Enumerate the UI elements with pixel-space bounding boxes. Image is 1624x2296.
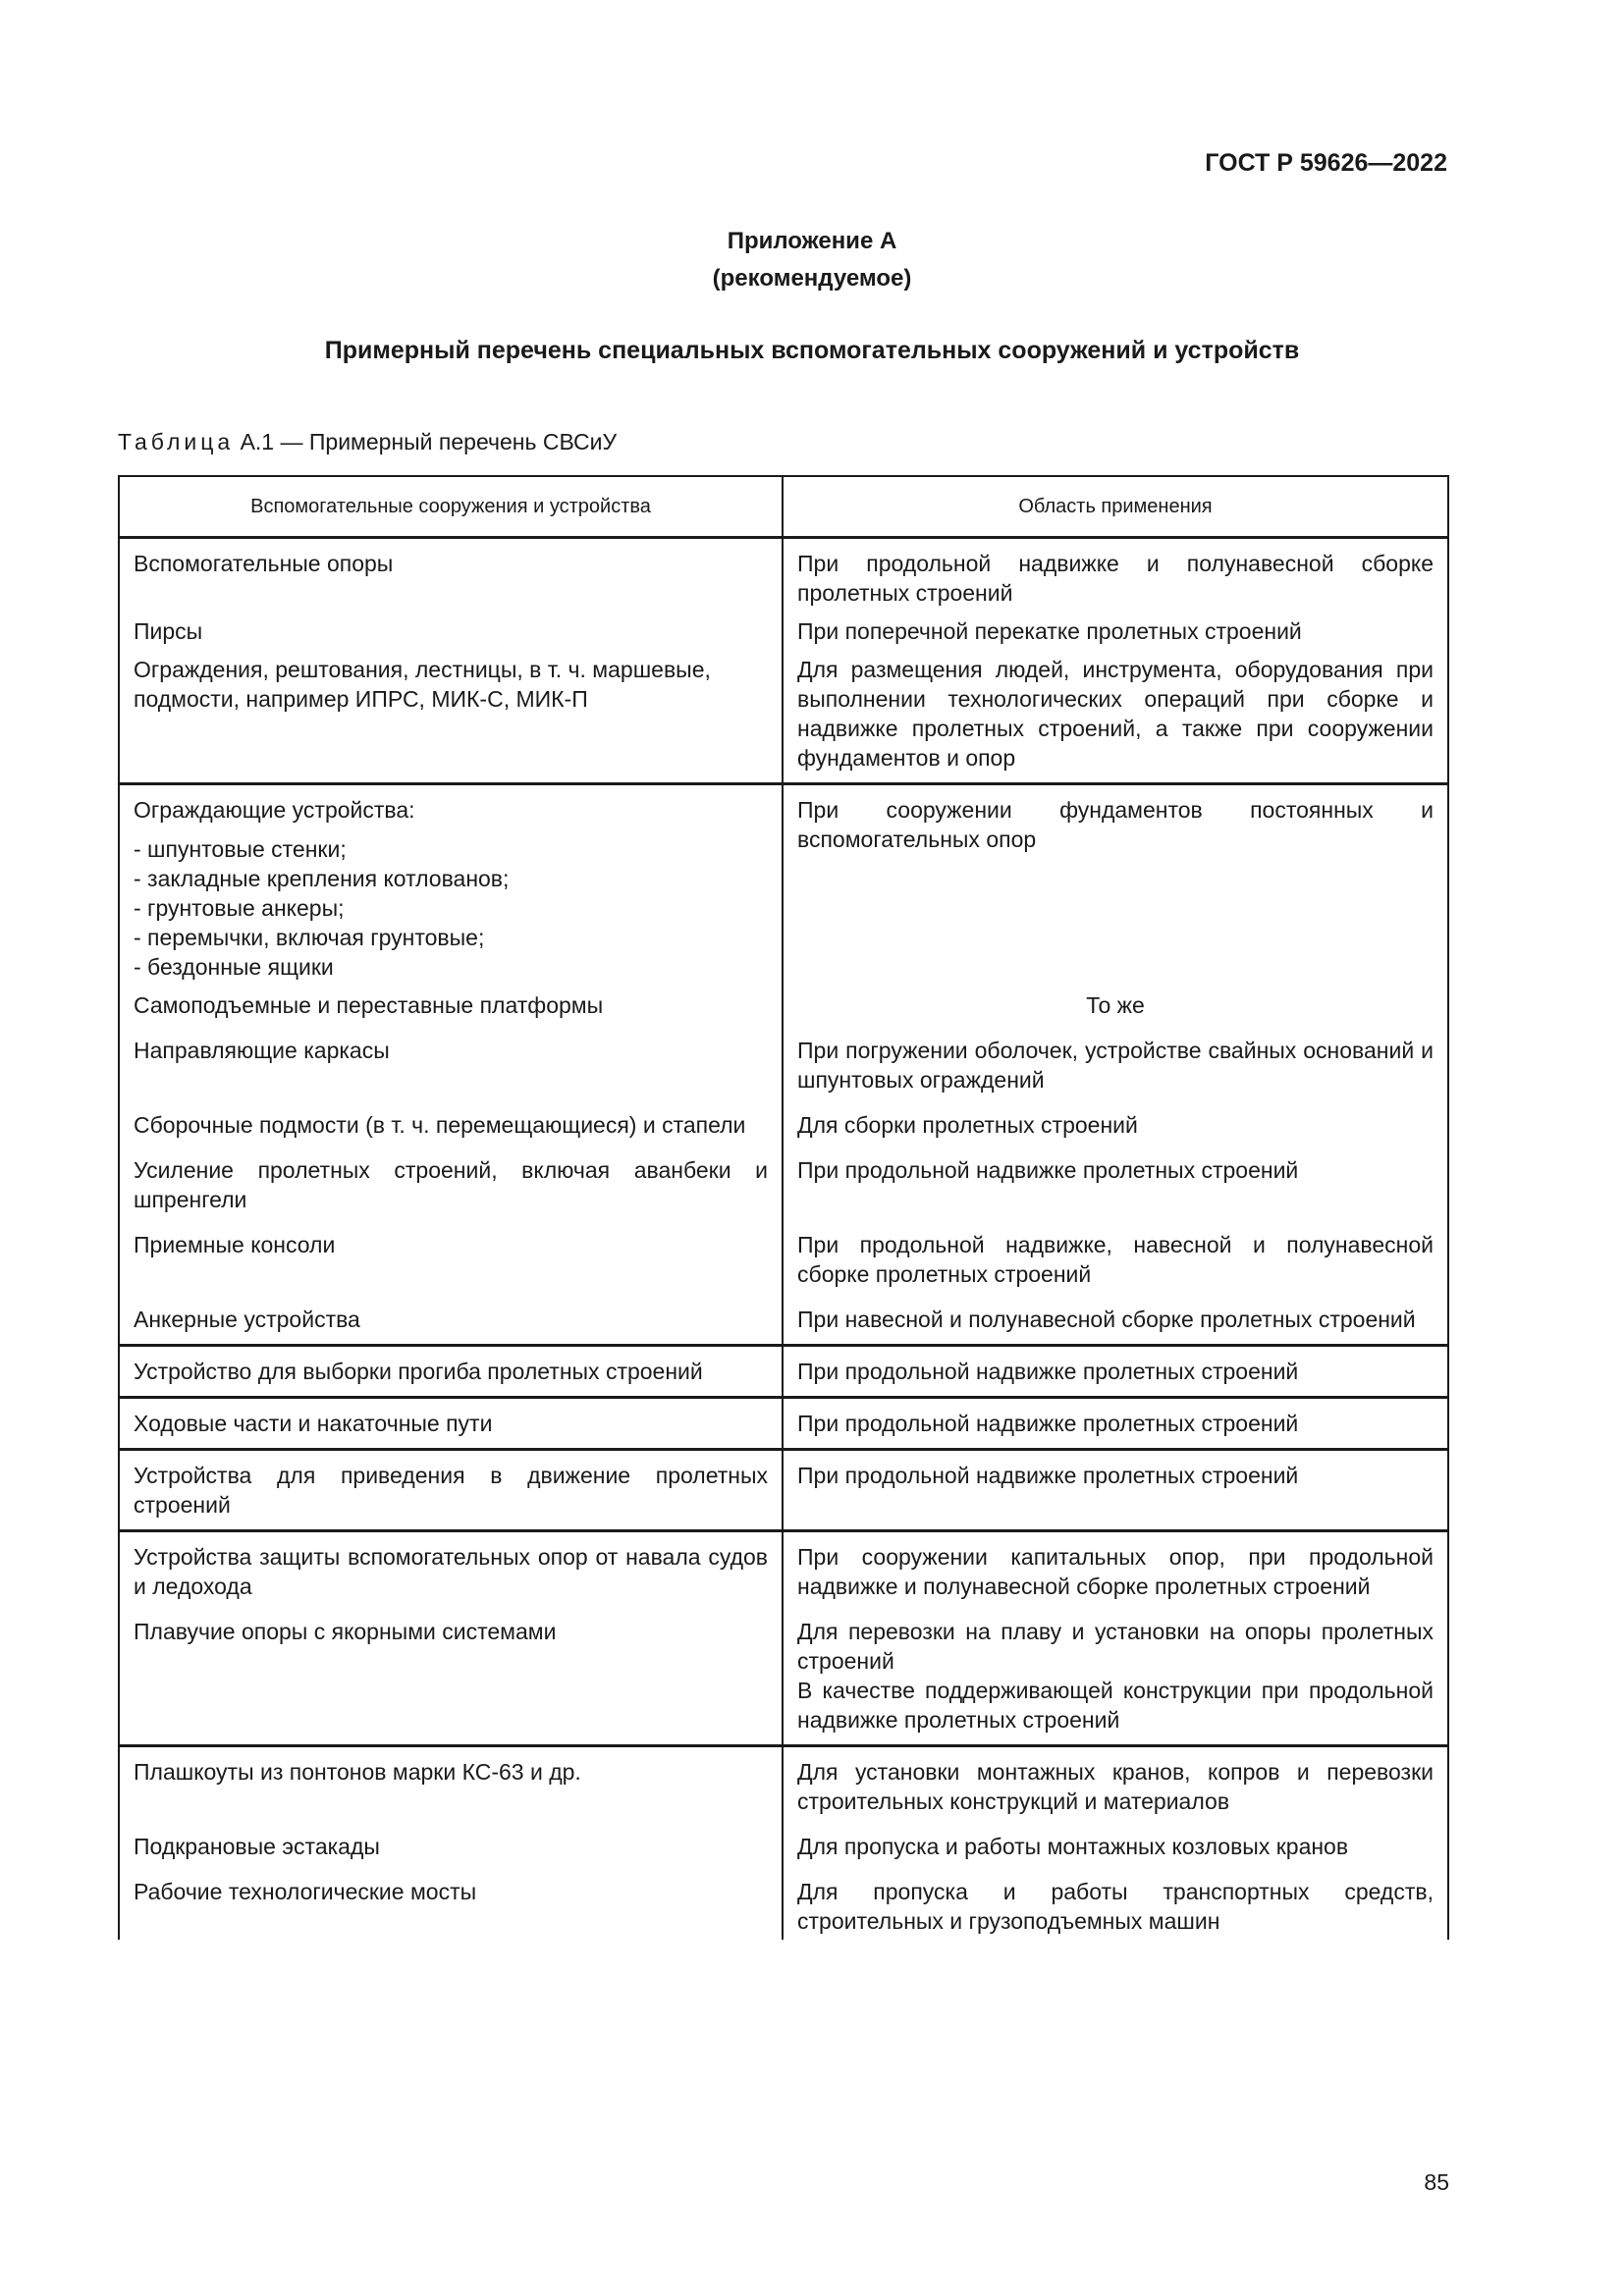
item-cell: Приемные консоли [119, 1218, 783, 1293]
item-cell: Пирсы [119, 612, 783, 650]
annex-status: (рекомендуемое) [712, 265, 912, 292]
table-row [119, 1346, 1448, 1398]
table-row [119, 1144, 1448, 1218]
scope-cell: При сооружении фундаментов постоянных и вспомогательных опор [783, 784, 1448, 987]
item-cell: Рабочие технологические мосты [119, 1865, 783, 1940]
table-row [119, 1746, 1448, 1821]
table-row [119, 1531, 1448, 1606]
table-caption-text: А.1 — Примерный перечень СВСиУ [240, 429, 618, 454]
scope-cell: При продольной надвижке пролетных строений [783, 1346, 1448, 1398]
column-header-scope: Область применения [783, 476, 1448, 538]
item-cell: Усиление пролетных строений, включая аванбеки и шпренгели [119, 1144, 783, 1218]
scope-cell: При продольной надвижке пролетных строений [783, 1144, 1448, 1218]
table-row [119, 1293, 1448, 1346]
scope-cell: При продольной надвижке, навесной и полунавесной сборке пролетных строений [783, 1218, 1448, 1293]
table-row [119, 1605, 1448, 1746]
item-cell: Самоподъемные и переставные платформы [119, 986, 783, 1024]
scope-cell [783, 1605, 1448, 1746]
table-caption [118, 429, 617, 455]
item-cell: Плашкоуты из понтонов марки КС-63 и др. [119, 1746, 783, 1821]
item-cell: Устройства для приведения в движение пролетных строений [119, 1450, 783, 1531]
scope-cell: При продольной надвижке пролетных строений [783, 1450, 1448, 1531]
equipment-table [118, 475, 1449, 1940]
item-cell: Вспомогательные опоры [119, 538, 783, 613]
table-caption-label: Таблица [118, 429, 235, 454]
list-item: - шпунтовые стенки; [134, 836, 347, 862]
column-header-item: Вспомогательные сооружения и устройства [119, 476, 783, 538]
item-cell: Ограждения, рештования, лестницы, в т. ч. маршевые, подмости, например ИПРС, МИК-С, МИК-П [119, 650, 783, 784]
page-title: Примерный перечень специальных вспомогательных сооружений и устройств [324, 337, 1300, 364]
list-item: - бездонные ящики [134, 954, 334, 980]
list-item: - закладные крепления котлованов; [134, 866, 510, 891]
item-cell: Анкерные устройства [119, 1293, 783, 1346]
table-row [119, 1865, 1448, 1940]
item-cell: Подкрановые эстакады [119, 1820, 783, 1865]
scope-cell: Для сборки пролетных строений [783, 1098, 1448, 1144]
scope-cell: Для пропуска и работы транспортных средств, строительных и грузоподъемных машин [783, 1865, 1448, 1940]
table-row [119, 1820, 1448, 1865]
item-cell: Направляющие каркасы [119, 1024, 783, 1098]
scope-cell: При сооружении капитальных опор, при продольной надвижке и полунавесной сборке пролетных строений [783, 1531, 1448, 1606]
table-row [119, 1024, 1448, 1098]
item-cell: Плавучие опоры с якорными системами [119, 1605, 783, 1746]
scope-cell: Для пропуска и работы монтажных козловых кранов [783, 1820, 1448, 1865]
scope-cell: При навесной и полунавесной сборке пролетных строений [783, 1293, 1448, 1346]
table-row [119, 1398, 1448, 1450]
item-cell: Устройства защиты вспомогательных опор от навала судов и ледохода [119, 1531, 783, 1606]
item-cell: Сборочные подмости (в т. ч. перемещающиеся) и стапели [119, 1098, 783, 1144]
table-row [119, 538, 1448, 613]
scope-paragraph: Для перевозки на плаву и установки на опоры пролетных строений [797, 1619, 1434, 1674]
item-heading: Ограждающие устройства: [134, 797, 415, 823]
scope-cell: При погружении оболочек, устройстве свайных оснований и шпунтовых ограждений [783, 1024, 1448, 1098]
table-row [119, 1450, 1448, 1531]
table-row [119, 1098, 1448, 1144]
list-item: - грунтовые анкеры; [134, 895, 345, 921]
item-cell: Устройство для выборки прогиба пролетных строений [119, 1346, 783, 1398]
annex-title: Приложение А [727, 228, 897, 254]
scope-cell: При поперечной перекатке пролетных строений [783, 612, 1448, 650]
table-row [119, 986, 1448, 1024]
table-header-row [119, 476, 1448, 538]
scope-cell: При продольной надвижке пролетных строений [783, 1398, 1448, 1450]
page-number: 85 [1424, 2169, 1449, 2195]
item-cell: Ходовые части и накаточные пути [119, 1398, 783, 1450]
table-row [119, 612, 1448, 650]
scope-paragraph: В качестве поддерживающей конструкции при продольной надвижке пролетных строений [797, 1678, 1434, 1733]
scope-cell: При продольной надвижке и полунавесной сборке пролетных строений [783, 538, 1448, 613]
scope-cell: Для установки монтажных кранов, копров и перевозки строительных конструкций и материалов [783, 1746, 1448, 1821]
table-row [119, 1218, 1448, 1293]
document-code: ГОСТ Р 59626—2022 [1205, 149, 1447, 177]
table-row [119, 650, 1448, 784]
item-cell [119, 784, 783, 987]
table-row [119, 784, 1448, 987]
scope-cell: Для размещения людей, инструмента, оборудования при выполнении технологических операций при сборке и надвижке пролетных строений, а также при сооружении фундаментов и опор [783, 650, 1448, 784]
list-item: - перемычки, включая грунтовые; [134, 925, 485, 950]
scope-cell: То же [783, 986, 1448, 1024]
